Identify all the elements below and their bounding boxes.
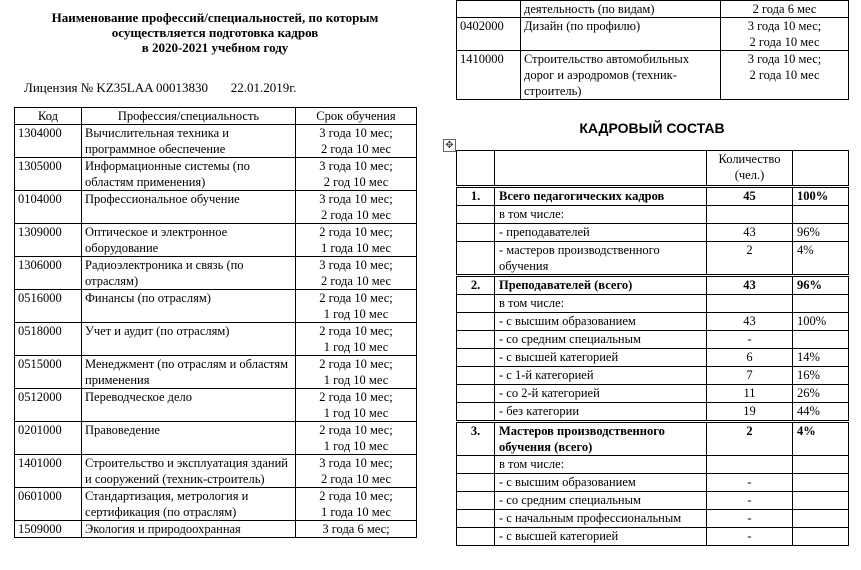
table-move-handle-icon[interactable]: ✥ (443, 139, 456, 152)
staff-row-label: - с высшей категорией (495, 349, 707, 367)
staff-row (457, 331, 849, 349)
profession-code: 1509000 (15, 521, 82, 538)
profession-name: деятельность (по видам) (521, 1, 721, 18)
staff-row-count: 2 (707, 242, 793, 276)
staff-row (457, 187, 849, 206)
staff-row-count (707, 456, 793, 474)
staff-row-label: - с 1-й категорией (495, 367, 707, 385)
staff-row-percent: 14% (793, 349, 849, 367)
staff-row-label: Всего педагогических кадров (495, 187, 707, 206)
table-row (15, 356, 417, 389)
professions-table (14, 107, 417, 538)
staff-row-number (457, 206, 495, 224)
staff-row (457, 313, 849, 331)
staff-row-label: - мастеров производственного обучения (495, 242, 707, 276)
table-row (15, 191, 417, 224)
profession-term: 2 года 10 мес; 1 год 10 мес (296, 389, 417, 422)
profession-name: Радиоэлектроника и связь (по отраслям) (82, 257, 296, 290)
staff-row-label: в том числе: (495, 456, 707, 474)
profession-code: 1309000 (15, 224, 82, 257)
profession-name: Профессиональное обучение (82, 191, 296, 224)
staff-row-percent: 4% (793, 242, 849, 276)
staff-row-percent: 96% (793, 224, 849, 242)
profession-code: 1306000 (15, 257, 82, 290)
staff-row-percent (793, 492, 849, 510)
staff-table (456, 150, 849, 546)
staff-row (457, 510, 849, 528)
staff-row (457, 276, 849, 295)
staff-row-count (707, 295, 793, 313)
profession-code: 0515000 (15, 356, 82, 389)
profession-term: 2 года 6 мес (721, 1, 849, 18)
staff-row-number (457, 510, 495, 528)
profession-term: 3 года 10 мес; 2 года 10 мес (721, 18, 849, 51)
table-row (15, 422, 417, 455)
staff-row-number: 3. (457, 422, 495, 456)
table-row (457, 51, 849, 100)
profession-term: 2 года 10 мес; 1 года 10 мес (296, 224, 417, 257)
profession-name: Дизайн (по профилю) (521, 18, 721, 51)
profession-code: 1304000 (15, 125, 82, 158)
staff-row (457, 242, 849, 276)
table-row (457, 1, 849, 18)
staff-row-label: - со 2-й категорией (495, 385, 707, 403)
staff-row-number (457, 224, 495, 242)
staff-row-number: 2. (457, 276, 495, 295)
license-line: Лицензия № KZ35LAA 00013830 22.01.2019г. (24, 80, 297, 95)
header-profession: Профессия/специальность (82, 108, 296, 125)
professions-table-continued (456, 0, 849, 100)
staff-row-percent: 16% (793, 367, 849, 385)
staff-row-count: 45 (707, 187, 793, 206)
staff-row-count: - (707, 331, 793, 349)
header-term: Срок обучения (296, 108, 417, 125)
staff-row-label: Мастеров производственного обучения (всего) (495, 422, 707, 456)
staff-row-label: - преподавателей (495, 224, 707, 242)
profession-term: 2 года 10 мес; 1 год 10 мес (296, 422, 417, 455)
profession-name: Строительство автомобильных дорог и аэродромов (техник-строитель) (521, 51, 721, 100)
profession-name: Учет и аудит (по отраслям) (82, 323, 296, 356)
staff-row-count: 19 (707, 403, 793, 422)
staff-row-number (457, 385, 495, 403)
profession-code: 0512000 (15, 389, 82, 422)
table-row (15, 323, 417, 356)
profession-code: 0402000 (457, 18, 521, 51)
staff-row-label: в том числе: (495, 206, 707, 224)
staff-row (457, 295, 849, 313)
staff-row (457, 492, 849, 510)
staff-row-number (457, 474, 495, 492)
table-row (15, 125, 417, 158)
profession-name: Финансы (по отраслям) (82, 290, 296, 323)
profession-name: Менеджмент (по отраслям и областям применения (82, 356, 296, 389)
staff-row-percent (793, 474, 849, 492)
staff-row-percent (793, 510, 849, 528)
staff-row (457, 456, 849, 474)
profession-code: 1410000 (457, 51, 521, 100)
profession-name: Строительство и эксплуатация зданий и сооружений (техник-строитель) (82, 455, 296, 488)
staff-row-count: 43 (707, 224, 793, 242)
table-row (15, 257, 417, 290)
staff-row-count: 43 (707, 313, 793, 331)
staff-row-count: 7 (707, 367, 793, 385)
staff-row-label: - без категории (495, 403, 707, 422)
profession-term: 3 года 10 мес; 2 год 10 мес (296, 158, 417, 191)
staff-row-count: - (707, 510, 793, 528)
profession-term: 2 года 10 мес; 1 год 10 мес (296, 356, 417, 389)
staff-row-label: - с высшим образованием (495, 313, 707, 331)
staff-row-count: 6 (707, 349, 793, 367)
profession-code: 0104000 (15, 191, 82, 224)
staff-row-label: Преподавателей (всего) (495, 276, 707, 295)
profession-term: 3 года 6 мес; (296, 521, 417, 538)
staff-row (457, 422, 849, 456)
table-header-row (15, 108, 417, 125)
staff-row-percent: 100% (793, 313, 849, 331)
staff-row (457, 367, 849, 385)
table-row (15, 455, 417, 488)
profession-name: Оптическое и электронное оборудование (82, 224, 296, 257)
staff-row-number (457, 492, 495, 510)
staff-row (457, 385, 849, 403)
staff-row (457, 474, 849, 492)
table-row (15, 488, 417, 521)
staff-row-percent: 100% (793, 187, 849, 206)
profession-name: Стандартизация, метрология и сертификация (по отраслям) (82, 488, 296, 521)
staff-row-count: - (707, 528, 793, 546)
staff-row-number (457, 295, 495, 313)
profession-code: 0201000 (15, 422, 82, 455)
profession-term: 3 года 10 мес; 2 года 10 мес (296, 191, 417, 224)
staff-row-number (457, 403, 495, 422)
staff-row-number (457, 349, 495, 367)
profession-term: 3 года 10 мес; 2 года 10 мес (296, 257, 417, 290)
profession-term: 2 года 10 мес; 1 год 10 мес (296, 323, 417, 356)
profession-name: Вычислительная техника и программное обеспечение (82, 125, 296, 158)
profession-code: 1305000 (15, 158, 82, 191)
staff-row-count (707, 206, 793, 224)
profession-term: 3 года 10 мес; 2 года 10 мес (296, 455, 417, 488)
staff-row-percent: 4% (793, 422, 849, 456)
staff-row-count: 11 (707, 385, 793, 403)
profession-code (457, 1, 521, 18)
staff-row-percent: 44% (793, 403, 849, 422)
staff-row (457, 206, 849, 224)
staff-row-label: - со средним специальным (495, 331, 707, 349)
staff-row-percent (793, 331, 849, 349)
staff-row (457, 403, 849, 422)
staff-row-count: - (707, 492, 793, 510)
staff-row-percent: 26% (793, 385, 849, 403)
staff-row-count: 43 (707, 276, 793, 295)
staff-row-percent (793, 456, 849, 474)
table-row (15, 158, 417, 191)
profession-term: 3 года 10 мес; 2 года 10 мес (296, 125, 417, 158)
staff-row-label: - со средним специальным (495, 492, 707, 510)
staff-row-number (457, 313, 495, 331)
table-row (15, 389, 417, 422)
staff-header-count: Количество (чел.) (707, 151, 793, 187)
profession-name: Информационные системы (по областям применения) (82, 158, 296, 191)
staff-row (457, 224, 849, 242)
profession-code: 0601000 (15, 488, 82, 521)
profession-term: 2 года 10 мес; 1 года 10 мес (296, 488, 417, 521)
staff-row-count: - (707, 474, 793, 492)
staff-row-label: - с высшим образованием (495, 474, 707, 492)
document-title: Наименование профессий/специальностей, по которым осуществляется подготовка кадров в 2020-2021 учебном году (51, 10, 379, 55)
staff-row-number (457, 331, 495, 349)
header-code: Код (15, 108, 82, 125)
staff-row-number (457, 367, 495, 385)
staff-row-label: в том числе: (495, 295, 707, 313)
staff-row-percent: 96% (793, 276, 849, 295)
staff-row (457, 349, 849, 367)
staff-row-number (457, 528, 495, 546)
profession-term: 3 года 10 мес; 2 года 10 мес (721, 51, 849, 100)
profession-term: 2 года 10 мес; 1 год 10 мес (296, 290, 417, 323)
staff-header-row (457, 151, 849, 187)
staff-row-label: - с высшей категорией (495, 528, 707, 546)
table-row (15, 224, 417, 257)
staff-row-percent (793, 206, 849, 224)
profession-code: 0516000 (15, 290, 82, 323)
staff-row-number (457, 242, 495, 276)
staff-row-percent (793, 295, 849, 313)
table-row (15, 521, 417, 538)
profession-code: 1401000 (15, 455, 82, 488)
staff-row-label: - с начальным профессиональным (495, 510, 707, 528)
staff-row-percent (793, 528, 849, 546)
profession-code: 0518000 (15, 323, 82, 356)
staff-row (457, 528, 849, 546)
profession-name: Правоведение (82, 422, 296, 455)
staff-row-count: 2 (707, 422, 793, 456)
staff-title: КАДРОВЫЙ СОСТАВ (579, 120, 725, 136)
table-row (457, 18, 849, 51)
profession-name: Переводческое дело (82, 389, 296, 422)
profession-name: Экология и природоохранная (82, 521, 296, 538)
staff-row-number (457, 456, 495, 474)
staff-row-number: 1. (457, 187, 495, 206)
table-row (15, 290, 417, 323)
